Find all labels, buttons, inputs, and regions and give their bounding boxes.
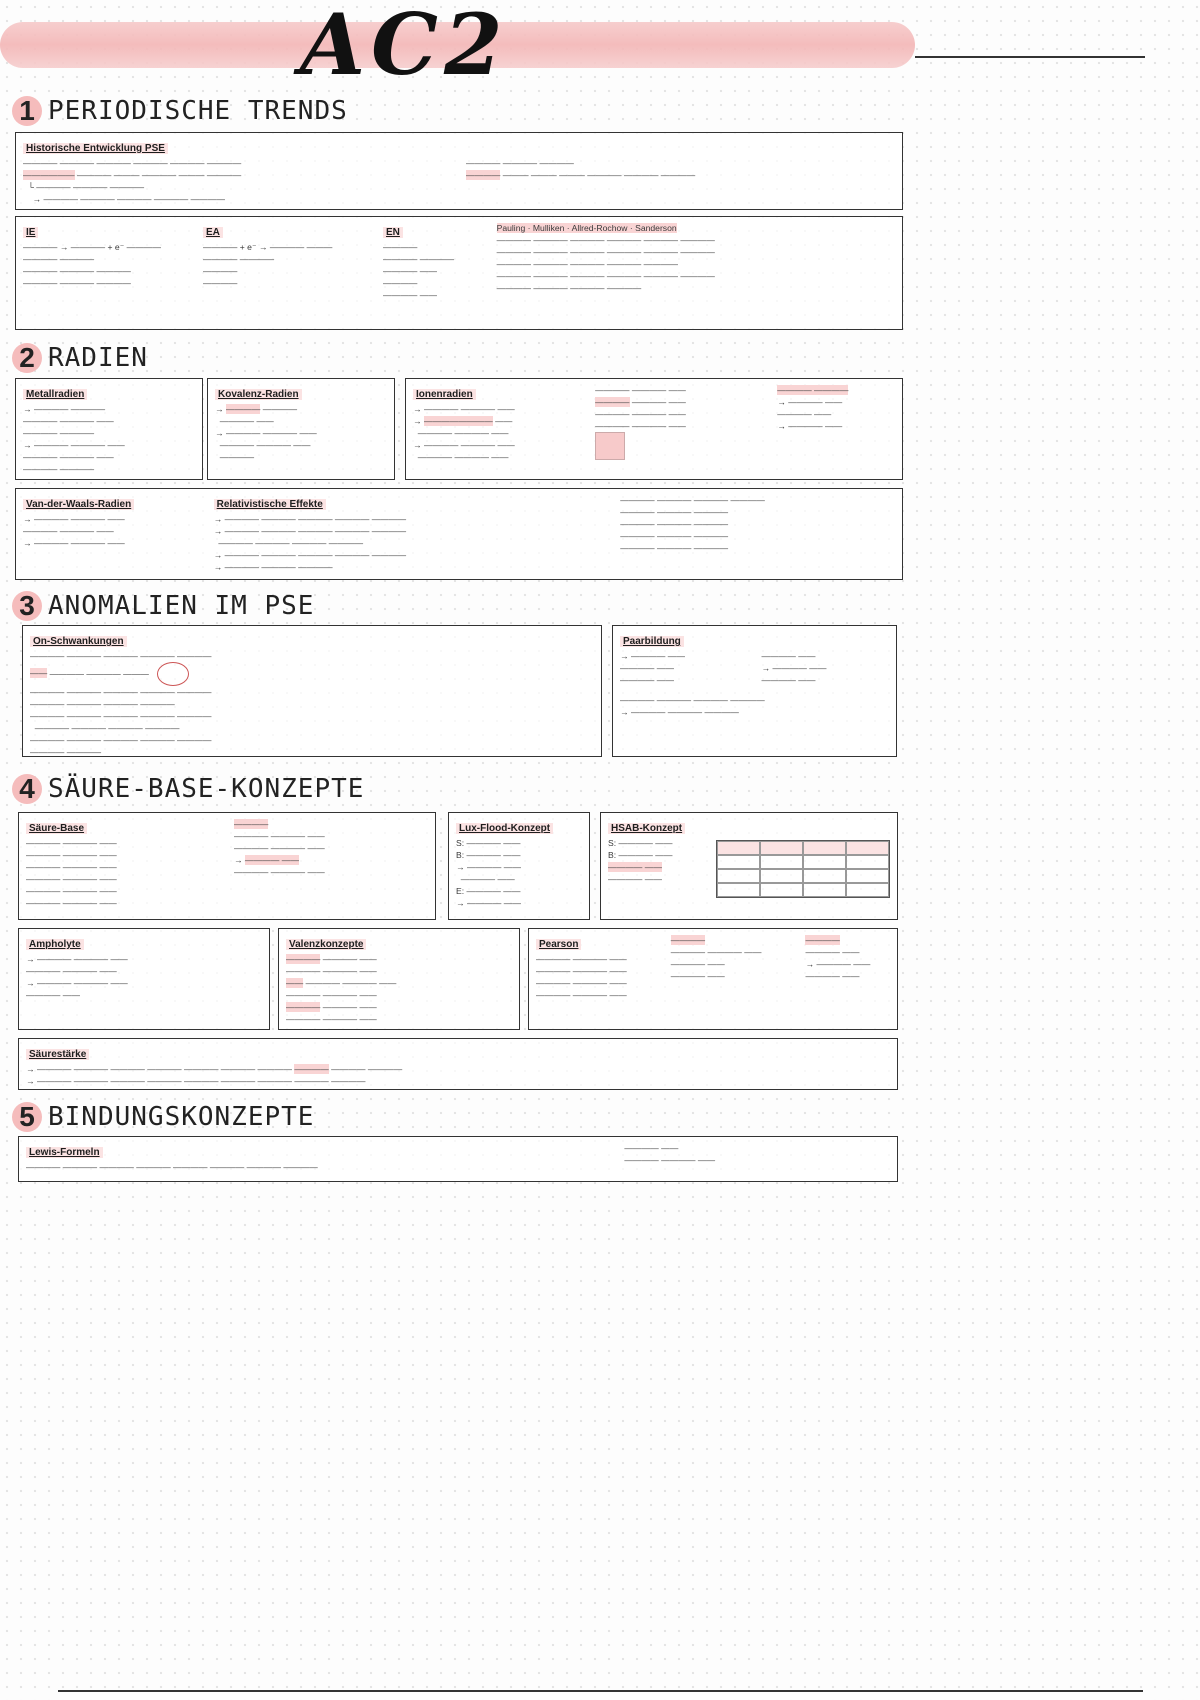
box-title: Paarbildung <box>620 636 684 647</box>
box-title: Lux-Flood-Konzept <box>456 823 553 834</box>
box-title: On-Schwankungen <box>30 636 127 647</box>
section-heading-4 <box>12 769 364 809</box>
section-heading-1 <box>12 91 348 131</box>
box-kovalenz-radien: Kovalenz-Radien → ———— ———— ———— —— → ———— ———— —— ———— ———— —— ———— <box>207 378 395 480</box>
box-title: Historische Entwicklung PSE <box>23 143 168 154</box>
box-title-ea: EA <box>203 227 223 238</box>
section-number: 4 <box>12 774 42 804</box>
box-valenzkonzepte: Valenzkonzepte ———— ———— —— ———— ———— —— —— ———— ———— —— ———— ———— —— ———— ———— —— ———— ———— —— <box>278 928 520 1030</box>
section-title: PERIODISCHE TRENDS <box>48 96 348 126</box>
box-title: Pearson <box>536 939 581 950</box>
section-number: 1 <box>12 96 42 126</box>
box-title: Ampholyte <box>26 939 84 950</box>
box-pearson: Pearson ———— ———— —— ———— ———— —— ———— ———— —— ———— ———— —— ———— ———— ———— —— ———— —— ———— —— ———— ———— —— → ———— —— ———— —— <box>528 928 898 1030</box>
box-saeurestaerke: Säurestärke → ———— ———— ———— ———— ———— ———— ———— ———— ———— ———— → ———— ———— ———— ———— ———— ———— ———— ———— ———— <box>18 1038 898 1090</box>
box-title: Säurestärke <box>26 1049 89 1060</box>
box-title: Van-der-Waals-Radien <box>23 499 134 510</box>
box-title: Relativistische Effekte <box>214 499 326 510</box>
box-hsab: HSAB-Konzept S: ———— —— B: ———— —— ———— —— ———— —— <box>600 812 898 920</box>
box-on-schwankungen: On-Schwankungen ———— ———— ———— ———— ———— —— ———— ———— ——— ———— ———— ———— ———— ———— ———— ———— ———— ———— ———— ———— ———— ———— ———— ———— ———— ———— ———— ———— ———— ———— ———— ———— ———— ———— <box>22 625 602 757</box>
box-lewis-formeln: Lewis-Formeln ———— ———— ———— ———— ———— ———— ———— ———— ———— —— ———— ———— —— <box>18 1136 898 1182</box>
box-title-en: EN <box>383 227 403 238</box>
section-number: 5 <box>12 1102 42 1132</box>
en-skalen: Pauling · Mulliken · Allred-Rochow · Sanderson <box>496 223 677 233</box>
box-title-ie: IE <box>23 227 38 238</box>
box-vdw-relativistisch: Van-der-Waals-Radien → ———— ———— —— ———— ———— —— → ———— ———— —— Relativistische Effekte → ———— ———— ———— ———— ———— → ———— ———— ———— ———— ———— ———— ———— ———— ———— → ———— ———— ———— ———— ———— → ———— ———— ———— ———— ———— ———— ———— ———— ———— ———— ———— ———— ———— ———— ———— ———— ———— ———— ———— <box>15 488 903 580</box>
section-number: 3 <box>12 591 42 621</box>
section-number: 2 <box>12 343 42 373</box>
page-title: AC2 <box>300 0 509 94</box>
box-historische-entwicklung: Historische Entwicklung PSE ———— ———— ———— ———— ———— ———— —————— ———— ——— ———— ——— ———— └ ———— ———— ———— → ———— ———— ———— ———— ———— ———— ———— ———— ———— ——— ——— ——— ———— ———— ———— <box>15 132 903 210</box>
title-rule <box>915 56 1145 58</box>
section-heading-2 <box>12 338 148 378</box>
section-title: BINDUNGSKONZEPTE <box>48 1102 315 1132</box>
section-title: SÄURE-BASE-KONZEPTE <box>48 774 365 804</box>
box-lux-flood: Lux-Flood-Konzept S: ———— —— B: ———— —— → ———— —— ———— —— E: ———— —— → ———— —— <box>448 812 590 920</box>
box-title: Lewis-Formeln <box>26 1147 103 1158</box>
box-ionenradien: Ionenradien → ———— ———— —— → ———————— —— ———— ———— —— → ———— ———— —— ———— ———— —— ———— ———— —— ———— ———— —— ———— ———— —— ———— ———— —— ———— ———— → ———— —— ———— —— → ———— —— <box>405 378 903 480</box>
section-heading-5 <box>12 1097 314 1137</box>
section-title: ANOMALIEN IM PSE <box>48 591 315 621</box>
hsab-table <box>716 840 890 898</box>
box-paarbildung: Paarbildung → ———— —— ———— —— ———— —— ———— —— → ———— —— ———— —— ———— ———— ———— ———— → ———— ———— ———— <box>612 625 897 757</box>
box-title: Kovalenz-Radien <box>215 389 302 400</box>
bottom-rule <box>58 1690 1143 1692</box>
section-title: RADIEN <box>48 343 148 373</box>
box-ampholyte: Ampholyte → ———— ———— —— ———— ———— —— → ———— ———— —— ———— —— <box>18 928 270 1030</box>
box-title: Ionenradien <box>413 389 476 400</box>
box-saeure-base: Säure-Base ———— ———— —— ———— ———— —— ———— ———— —— ———— ———— —— ———— ———— —— ———— ———— —— ———— ———— ———— —— ———— ———— —— → ———— —— ———— ———— —— <box>18 812 436 920</box>
box-title: HSAB-Konzept <box>608 823 685 834</box>
orbital-sketch <box>595 432 625 460</box>
box-title: Säure-Base <box>26 823 87 834</box>
molecule-sketch <box>157 662 189 686</box>
box-metallradien: Metallradien → ———— ———— ———— ———— —— ———— ———— → ———— ———— —— ———— ———— —— ———— ———— <box>15 378 203 480</box>
box-ie-ea-en: IE ———— → ———— + e⁻ ———— ———— ———— ———— ———— ———— ———— ———— ———— EA ———— + e⁻ → ———— ——— ———— ———— ———— ———— EN ———— ———— ———— ———— —— ———— ———— —— Pauling · Mulliken · Allred-Rochow · Sanderson ———— ———— ———— ———— ———— ———— ———— ———— ———— ———— ———— ———— ———— ———— ———— ———— ———— ———— ———— ———— ———— ———— ———— ———— ———— ———— ———— <box>15 216 903 330</box>
box-title: Metallradien <box>23 389 87 400</box>
section-heading-3 <box>12 586 314 626</box>
box-title: Valenzkonzepte <box>286 939 366 950</box>
